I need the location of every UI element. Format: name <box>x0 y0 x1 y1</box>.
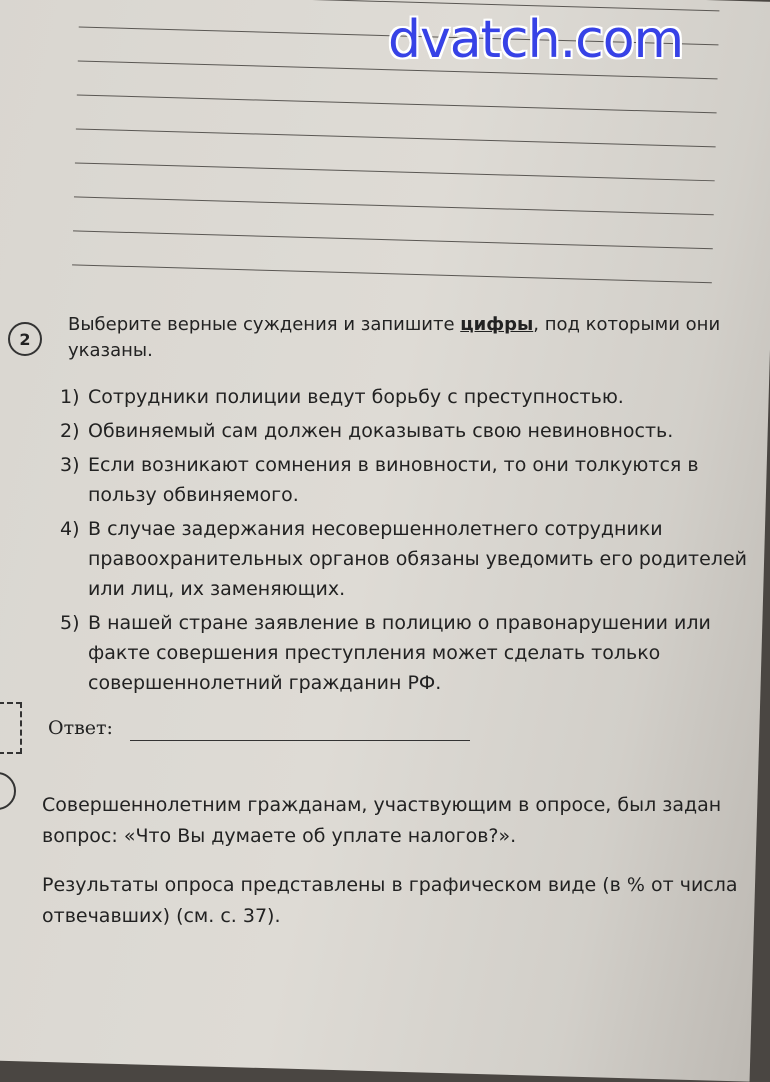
task-instruction <box>68 312 768 364</box>
statement-item <box>60 450 770 510</box>
instruction-text-end: , под которыми они указаны. <box>68 314 721 361</box>
writing-line <box>76 128 716 147</box>
statement-number: 5) <box>60 612 80 634</box>
statement-item <box>60 416 770 446</box>
statement-text: В нашей стране заявление в полицию о правонарушении или факте совершения преступления может сделать только совершеннолетний гражданин РФ. <box>88 612 711 694</box>
writing-line <box>72 264 712 283</box>
task-text <box>42 790 770 950</box>
writing-line <box>77 94 717 113</box>
answer-label: Ответ: <box>48 717 113 739</box>
instruction-emphasis: цифры <box>460 314 534 335</box>
task-paragraph: Совершеннолетним гражданам, участвующим в опросе, был задан вопрос: «Что Вы думаете об уплате налогов?». <box>42 794 722 847</box>
statement-item <box>60 514 770 604</box>
task-number-badge: 2 <box>8 322 42 356</box>
watermark-text: dvatch.com <box>388 10 684 70</box>
statement-item <box>60 382 770 412</box>
writing-line <box>73 230 713 249</box>
statement-number: 1) <box>60 386 80 408</box>
statement-text: В случае задержания несовершеннолетнего сотрудники правоохранительных органов обязаны уведомить его родителей или лиц, их заменяющих. <box>88 518 747 600</box>
statement-text: Обвиняемый сам должен доказывать свою невиновность. <box>88 420 674 442</box>
statement-item <box>60 608 770 698</box>
answer-line[interactable] <box>130 740 470 741</box>
statement-number: 4) <box>60 518 80 540</box>
statement-text: Сотрудники полиции ведут борьбу с преступностью. <box>88 386 624 408</box>
statement-number: 3) <box>60 454 80 476</box>
statement-list <box>60 382 770 702</box>
statement-number: 2) <box>60 420 80 442</box>
answer-box <box>0 702 22 754</box>
statement-text: Если возникают сомнения в виновности, то они толкуются в пользу обвиняемого. <box>88 454 699 506</box>
task-paragraph: Результаты опроса представлены в графическом виде (в % от числа отвечавших) (см. с. 37). <box>42 874 738 927</box>
instruction-text: Выберите верные суждения и запишите <box>68 314 461 335</box>
writing-line <box>75 162 715 181</box>
writing-line <box>74 196 714 215</box>
